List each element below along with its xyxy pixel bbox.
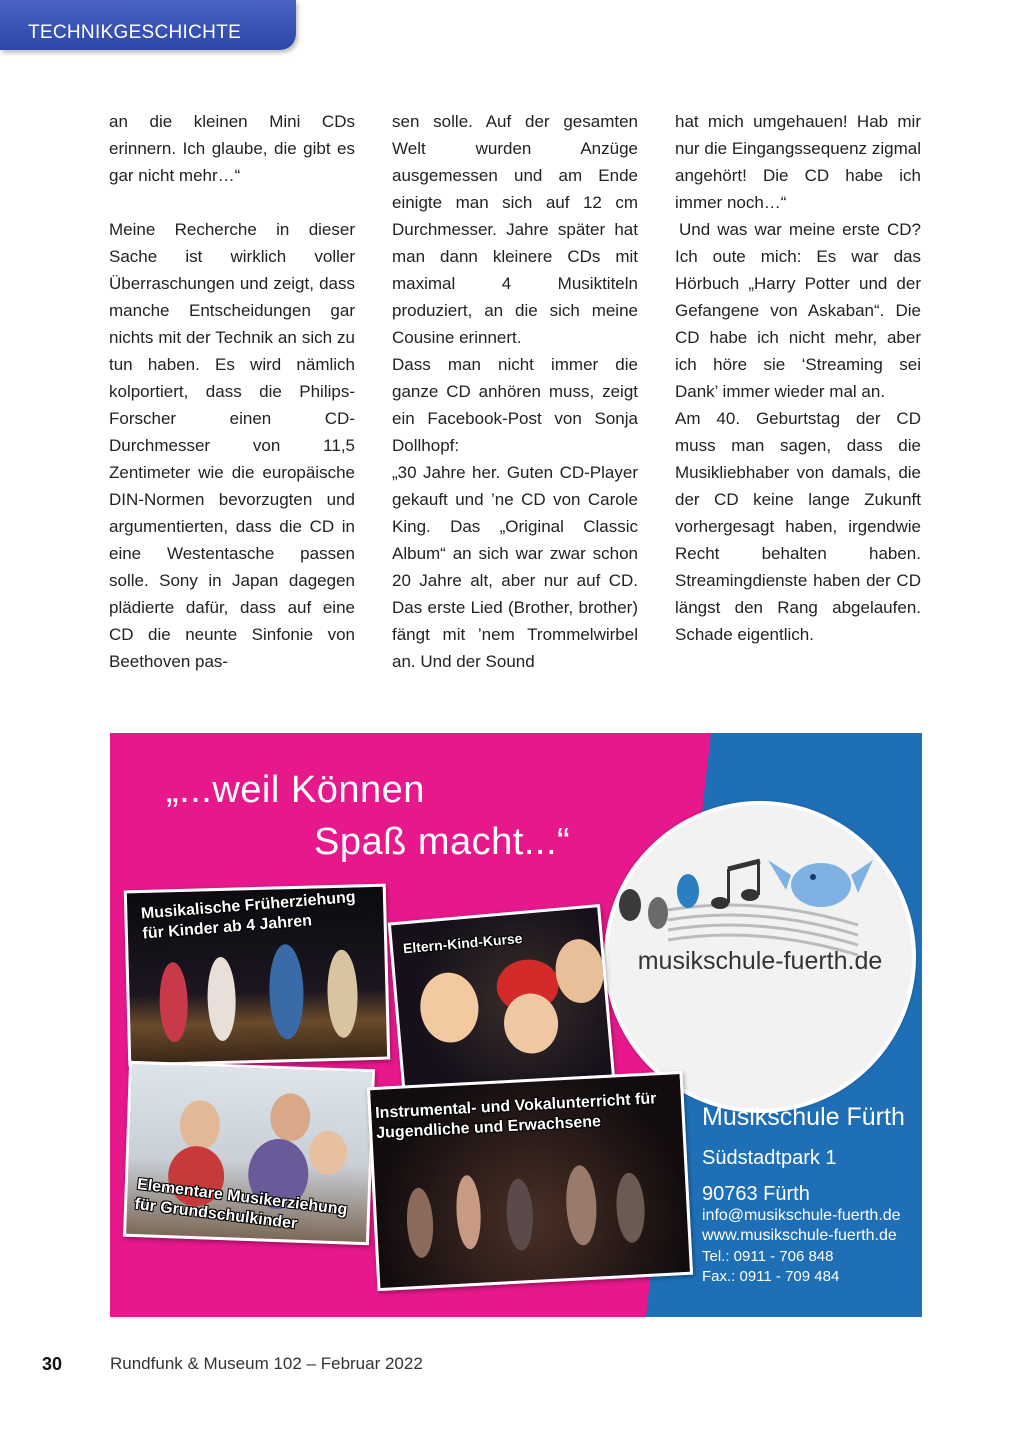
paragraph: Und was war meine erste CD? Ich oute mich: Es war das Hörbuch „Harry Potter und der Gefangene von Askaban“. Die CD habe ich nicht mehr, aber ich höre sie ‘Streaming sei Dank’ immer wieder mal an. [675, 220, 921, 401]
contact-website: www.musikschule-fuerth.de [702, 1227, 897, 1244]
contact-name: Musikschule Fürth [702, 1103, 905, 1131]
photo-parent-child-courses [388, 904, 616, 1098]
paragraph: hat mich umgehauen! Hab mir nur die Eingangssequenz zigmal angehört! Die CD habe ich immer noch…“ [675, 112, 921, 212]
contact-email: info@musikschule-fuerth.de [702, 1207, 901, 1224]
publication-footer: Rundfunk & Museum 102 – Februar 2022 [110, 1354, 423, 1373]
page-number: 30 [42, 1354, 63, 1374]
ad-website-label: musikschule-fuerth.de [637, 947, 883, 975]
photo-instrumental-vocal [367, 1071, 693, 1291]
music-school-advertisement [110, 733, 922, 1317]
section-title: TECHNIKGESCHICHTE [28, 22, 242, 43]
ad-slogan-line-1: „...weil Können [166, 769, 425, 811]
paragraph: „30 Jahre her. Guten CD-Player gekauft und ’ne CD von Carole King. Das „Original Classic Album“ an sich war zwar schon 20 Jahre alt, aber nur auf CD. Das erste Lied (Brother, brother) fängt mit ’nem Trommelwirbel an. Und der Sound [392, 463, 638, 671]
ad-slogan-line-2: Spaß macht...“ [314, 821, 571, 863]
contact-fax: Fax.: 0911 - 709 484 [702, 1268, 840, 1285]
article-column-3 [675, 108, 921, 648]
paragraph: Meine Recherche in dieser Sache ist wirklich voller Überraschungen und zeigt, dass manche Entscheidungen gar nichts mit der Technik an sich zu tun haben. Es wird nämlich kolportiert, dass die Philips-Forscher einen CD-Durchmesser von 11,5 Zentimeter wie die europäische DIN-Normen bevorzugten und argumentierten, dass die CD in eine Westentasche passen solle. Sony in Japan dagegen plädierte dafür, dass auf eine CD die neunte Sinfonie von Beethoven pas- [109, 220, 355, 671]
photo-caption: Elementare Musikerziehung für Grundschulkinder [133, 1175, 349, 1233]
section-header-tab [0, 0, 296, 50]
contact-city: 90763 Fürth [702, 1183, 810, 1205]
contact-street: Südstadtpark 1 [702, 1147, 837, 1169]
photo-caption: Instrumental- und Vokalunterricht für Jugendliche und Erwachsene [374, 1090, 657, 1142]
paragraph: sen solle. Auf der gesamten Welt wurden Anzüge ausgemessen und am Ende einigte man sich auf 12 cm Durchmesser. Jahre später hat man dann kleinere CDs mit maximal 4 Musiktiteln produziert, an die sich meine Cousine erinnert. [392, 112, 638, 347]
logo-circle [604, 801, 916, 1113]
photo-caption: Musikalische Früherziehung für Kinder ab 4 Jahren [140, 888, 357, 943]
photo-elementary-music [123, 1061, 375, 1245]
paragraph: Dass man nicht immer die ganze CD anhören muss, zeigt ein Facebook-Post von Sonja Dollhopf: [392, 355, 638, 455]
photo-early-education [124, 884, 391, 1067]
article-column-2 [392, 108, 638, 675]
contact-phone: Tel.: 0911 - 706 848 [702, 1248, 834, 1265]
paragraph: an die kleinen Mini CDs erinnern. Ich glaube, die gibt es gar nicht mehr…“ [109, 112, 355, 185]
photo-caption: Eltern-Kind-Kurse [402, 929, 524, 957]
paragraph: Am 40. Geburtstag der CD muss man sagen, dass die Musikliebhaber von damals, die der CD keine lange Zukunft vorhergesagt haben, irgendwie Recht behalten haben. Streamingdienste haben der CD längst den Rang abgelaufen. Schade eigentlich. [675, 409, 921, 644]
article-column-1 [109, 108, 355, 675]
